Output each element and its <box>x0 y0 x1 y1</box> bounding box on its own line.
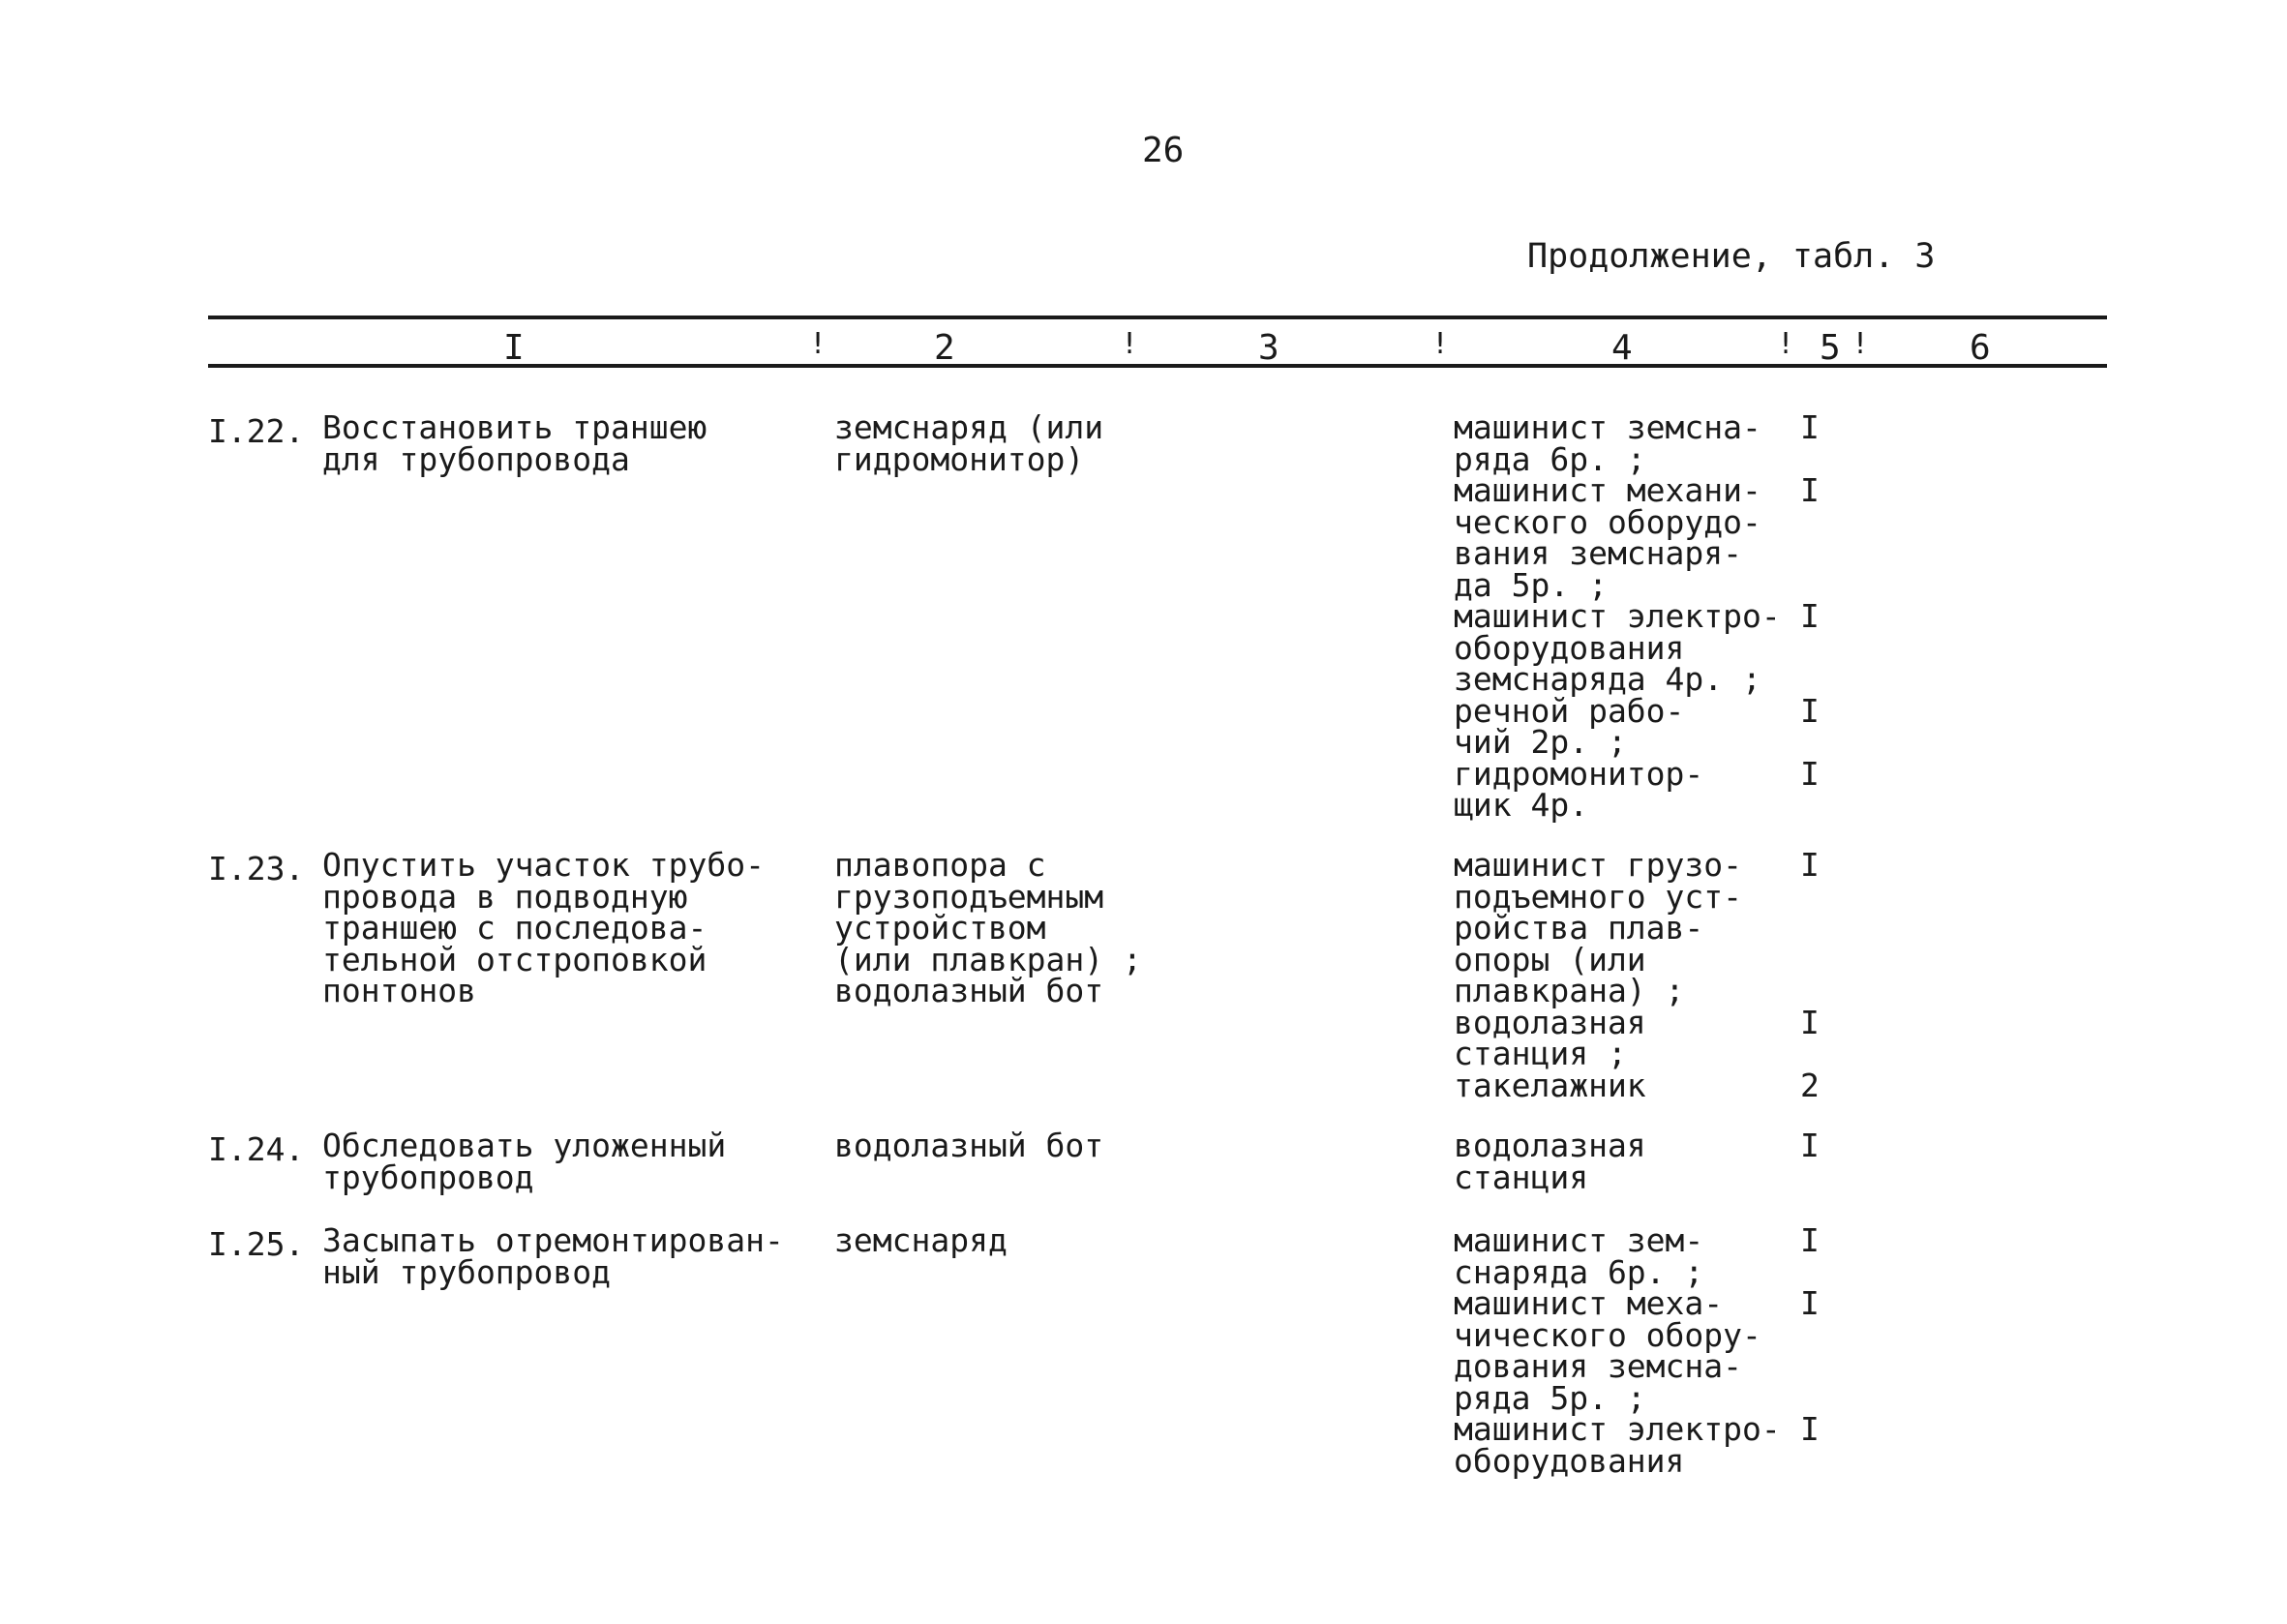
count-cell-line <box>1800 945 1820 977</box>
count-cell-line <box>1800 727 1820 759</box>
workers-cell-line: машинист механи- <box>1454 471 1761 509</box>
page-number: 26 <box>1142 131 1185 170</box>
workers-cell-line: станция ; <box>1454 1035 1627 1072</box>
workers-cell-line: земснаряда 4р. ; <box>1454 660 1761 698</box>
work-description-line: траншею с последова- <box>322 909 707 947</box>
count-cell-line: I <box>1800 691 1820 730</box>
count-cell-line: I <box>1800 1284 1820 1322</box>
row-number: I.22. <box>208 412 305 450</box>
count-cell-line <box>1800 1351 1820 1383</box>
row-number: I.25. <box>208 1225 305 1263</box>
equipment-cell <box>834 408 1104 478</box>
count-cell-line <box>1800 1038 1820 1070</box>
count-cell-line <box>1800 1162 1820 1194</box>
workers-cell-line: водолазная <box>1454 1127 1646 1164</box>
count-cell-line <box>1800 913 1820 945</box>
workers-cell-line: речной рабо- <box>1454 691 1685 730</box>
workers-cell-line: ческого оборудо- <box>1454 502 1761 541</box>
workers-cell-line: да 5р. ; <box>1454 565 1608 604</box>
count-cell-line <box>1800 882 1820 914</box>
work-description-line: трубопровод <box>322 1158 534 1196</box>
workers-cell-line: машинист электро- <box>1454 1410 1781 1448</box>
count-cell-line <box>1800 1446 1820 1478</box>
column-separator: ! <box>1777 327 1795 361</box>
work-description-line: тельной отстроповкой <box>322 940 707 978</box>
table-continuation-label: Продолжение, табл. 3 <box>1527 237 1936 276</box>
equipment-cell-line: гидромонитор) <box>834 439 1085 478</box>
work-description-line: для трубопровода <box>322 439 630 478</box>
column-header-3: 3 <box>1258 328 1279 368</box>
equipment-cell-line: земснаряд (или <box>834 408 1104 446</box>
work-description-line: понтонов <box>322 972 476 1009</box>
workers-cell-line: оборудования <box>1454 628 1685 667</box>
workers-cell <box>1454 1221 1781 1480</box>
column-header-5: 5 <box>1820 328 1841 368</box>
count-cell-line <box>1800 538 1820 570</box>
count-cell-line <box>1800 790 1820 822</box>
workers-cell-line: щик 4р. <box>1454 786 1589 824</box>
work-description-line: провода в подводную <box>322 877 688 916</box>
work-description-line: Опустить участок трубо- <box>322 846 765 884</box>
workers-cell <box>1454 1127 1646 1196</box>
workers-cell-line: опоры (или <box>1454 940 1646 978</box>
equipment-cell <box>834 846 1142 1009</box>
count-cell-line: I <box>1800 408 1820 446</box>
workers-cell-line: снаряда 6р. ; <box>1454 1252 1704 1291</box>
count-cell <box>1800 846 1820 1104</box>
work-description-line: Обследовать уложенный <box>322 1127 727 1164</box>
work-description-line: ный трубопровод <box>322 1252 612 1291</box>
equipment-cell-line: водолазный бот <box>834 1127 1104 1164</box>
equipment-cell-line: (или плавкран) ; <box>834 940 1142 978</box>
count-cell-line <box>1800 976 1820 1007</box>
work-description-line: Восстановить траншею <box>322 408 707 446</box>
row-number: I.24. <box>208 1130 305 1168</box>
count-cell-line <box>1800 1320 1820 1352</box>
workers-cell-line: машинист меха- <box>1454 1284 1724 1322</box>
count-cell-line: I <box>1800 597 1820 635</box>
workers-cell-line: станция <box>1454 1158 1589 1196</box>
count-cell-line: I <box>1800 1003 1820 1041</box>
equipment-cell <box>834 1127 1104 1164</box>
count-cell-line: I <box>1800 471 1820 509</box>
column-separator: ! <box>1431 327 1450 361</box>
count-cell <box>1800 408 1820 822</box>
workers-cell-line: чического обору- <box>1454 1315 1761 1354</box>
workers-cell-line: гидромонитор- <box>1454 754 1704 793</box>
equipment-cell <box>834 1221 1008 1259</box>
workers-cell <box>1454 846 1743 1104</box>
workers-cell-line: чий 2р. ; <box>1454 723 1627 761</box>
workers-cell-line: ройства плав- <box>1454 909 1704 947</box>
row-number: I.23. <box>208 850 305 887</box>
count-cell-line: I <box>1800 846 1820 884</box>
work-description-line: Засыпать отремонтирован- <box>322 1221 784 1259</box>
count-cell-line: I <box>1800 754 1820 793</box>
work-description <box>322 846 765 1009</box>
column-header-1: I <box>503 328 525 368</box>
workers-cell-line: оборудования <box>1454 1441 1685 1480</box>
workers-cell-line: подъемного уст- <box>1454 877 1743 916</box>
count-cell <box>1800 1127 1820 1193</box>
count-cell-line: I <box>1800 1410 1820 1448</box>
column-separator: ! <box>1121 327 1139 361</box>
count-cell-line <box>1800 507 1820 539</box>
count-cell <box>1800 1221 1820 1477</box>
column-header-6: 6 <box>1970 328 1991 368</box>
work-description <box>322 408 707 478</box>
column-header-2: 2 <box>934 328 955 368</box>
work-description <box>322 1221 784 1291</box>
workers-cell-line: дования земсна- <box>1454 1347 1743 1385</box>
column-header-4: 4 <box>1611 328 1633 368</box>
workers-cell-line: ряда 6р. ; <box>1454 439 1646 478</box>
workers-cell-line: такелажник <box>1454 1066 1646 1104</box>
workers-cell-line: плавкрана) ; <box>1454 972 1685 1009</box>
equipment-cell-line: земснаряд <box>834 1221 1008 1259</box>
column-separator: ! <box>1851 327 1870 361</box>
equipment-cell-line: устройством <box>834 909 1046 947</box>
count-cell-line <box>1800 633 1820 665</box>
equipment-cell-line: плавопора с <box>834 846 1046 884</box>
count-cell-line: I <box>1800 1127 1820 1164</box>
count-cell-line: I <box>1800 1221 1820 1259</box>
workers-cell-line: машинист электро- <box>1454 597 1781 635</box>
equipment-cell-line: грузоподъемным <box>834 877 1104 916</box>
work-description <box>322 1127 727 1196</box>
workers-cell-line: водолазная <box>1454 1003 1646 1041</box>
workers-cell-line: машинист зем- <box>1454 1221 1704 1259</box>
count-cell-line: 2 <box>1800 1066 1820 1104</box>
workers-cell-line: вания земснаря- <box>1454 534 1743 572</box>
workers-cell-line: машинист земсна- <box>1454 408 1761 446</box>
workers-cell-line: ряда 5р. ; <box>1454 1378 1646 1417</box>
table-header-top-rule <box>208 316 2107 319</box>
count-cell-line <box>1800 664 1820 696</box>
workers-cell-line: машинист грузо- <box>1454 846 1743 884</box>
workers-cell <box>1454 408 1781 824</box>
equipment-cell-line: водолазный бот <box>834 972 1104 1009</box>
column-separator: ! <box>809 327 828 361</box>
